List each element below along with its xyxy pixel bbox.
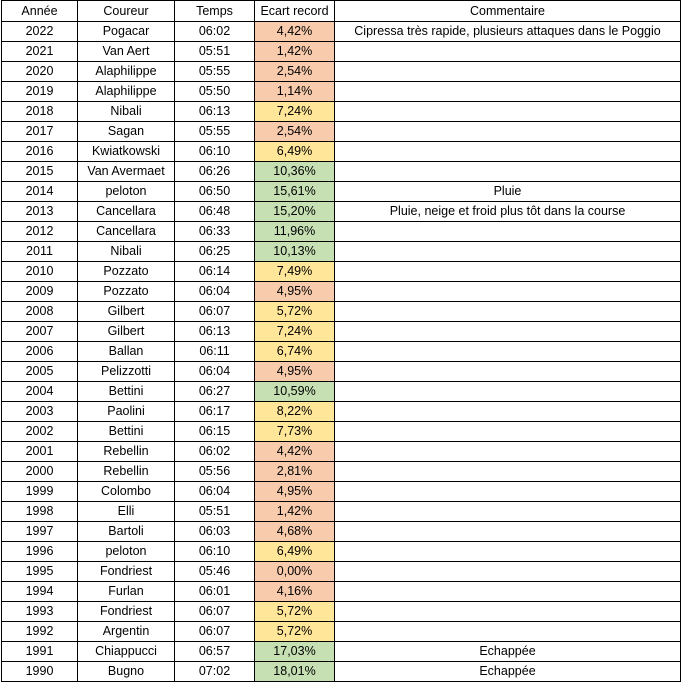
cell-gap: 7,49% [255,262,335,282]
cell-year: 2004 [2,382,78,402]
cell-year: 2006 [2,342,78,362]
cell-gap: 7,73% [255,422,335,442]
cell-rider: Van Avermaet [78,162,175,182]
cell-year: 2008 [2,302,78,322]
cell-rider: Argentin [78,622,175,642]
cell-rider: Bettini [78,422,175,442]
cell-time: 06:15 [175,422,255,442]
cell-year: 2016 [2,142,78,162]
cell-rider: Rebellin [78,442,175,462]
cell-comment [335,42,681,62]
cell-rider: Bugno [78,662,175,682]
cell-comment [335,222,681,242]
cell-rider: Cancellara [78,222,175,242]
table-row [2,542,681,562]
cell-comment [335,502,681,522]
table-row [2,22,681,42]
table-row [2,402,681,422]
cell-gap: 5,72% [255,622,335,642]
cell-gap: 11,96% [255,222,335,242]
cell-comment [335,482,681,502]
cell-time: 06:27 [175,382,255,402]
header-comment: Commentaire [335,1,681,22]
table-row [2,562,681,582]
cell-comment [335,282,681,302]
cell-rider: Sagan [78,122,175,142]
cell-rider: Rebellin [78,462,175,482]
cell-year: 1992 [2,622,78,642]
cell-rider: Kwiatkowski [78,142,175,162]
cell-comment [335,382,681,402]
table-row [2,142,681,162]
cell-gap: 0,00% [255,562,335,582]
cell-comment [335,62,681,82]
table-row [2,202,681,222]
cell-gap: 8,22% [255,402,335,422]
cell-gap: 7,24% [255,322,335,342]
cell-comment: Echappée [335,662,681,682]
cell-comment [335,262,681,282]
cell-gap: 10,13% [255,242,335,262]
cell-comment: Pluie, neige et froid plus tôt dans la course [335,202,681,222]
cell-time: 06:17 [175,402,255,422]
table-body [2,22,681,682]
cell-year: 2005 [2,362,78,382]
header-time: Temps [175,1,255,22]
results-table [1,0,681,682]
cell-gap: 4,95% [255,362,335,382]
table-row [2,322,681,342]
table-row [2,522,681,542]
header-year: Année [2,1,78,22]
cell-year: 1995 [2,562,78,582]
cell-rider: Alaphilippe [78,62,175,82]
cell-time: 07:02 [175,662,255,682]
table-row [2,462,681,482]
cell-time: 06:07 [175,622,255,642]
cell-comment: Echappée [335,642,681,662]
cell-time: 06:07 [175,302,255,322]
cell-time: 06:57 [175,642,255,662]
cell-gap: 4,16% [255,582,335,602]
table-row [2,342,681,362]
table-row [2,582,681,602]
cell-comment [335,142,681,162]
table-row [2,62,681,82]
cell-comment [335,342,681,362]
cell-year: 2007 [2,322,78,342]
cell-year: 1990 [2,662,78,682]
cell-rider: Nibali [78,102,175,122]
table-row [2,222,681,242]
cell-time: 06:11 [175,342,255,362]
cell-gap: 1,42% [255,42,335,62]
cell-rider: Pozzato [78,282,175,302]
cell-comment [335,302,681,322]
cell-rider: Alaphilippe [78,82,175,102]
cell-time: 06:48 [175,202,255,222]
cell-comment [335,542,681,562]
cell-comment [335,362,681,382]
cell-time: 06:04 [175,362,255,382]
cell-year: 2014 [2,182,78,202]
table-row [2,662,681,682]
cell-rider: Chiappucci [78,642,175,662]
cell-year: 2000 [2,462,78,482]
cell-year: 2018 [2,102,78,122]
cell-year: 2009 [2,282,78,302]
table-row [2,82,681,102]
cell-comment [335,162,681,182]
cell-rider: Pelizzotti [78,362,175,382]
cell-rider: Paolini [78,402,175,422]
cell-year: 2012 [2,222,78,242]
cell-rider: peloton [78,182,175,202]
header-row [2,1,681,22]
cell-gap: 4,42% [255,442,335,462]
cell-gap: 4,42% [255,22,335,42]
cell-gap: 4,95% [255,282,335,302]
cell-rider: Colombo [78,482,175,502]
cell-time: 06:13 [175,102,255,122]
cell-gap: 18,01% [255,662,335,682]
cell-time: 06:02 [175,22,255,42]
cell-comment [335,322,681,342]
cell-time: 06:13 [175,322,255,342]
cell-rider: Bartoli [78,522,175,542]
cell-gap: 17,03% [255,642,335,662]
table-row [2,622,681,642]
cell-time: 06:33 [175,222,255,242]
cell-gap: 5,72% [255,602,335,622]
cell-time: 06:14 [175,262,255,282]
header-gap: Ecart record [255,1,335,22]
cell-time: 05:46 [175,562,255,582]
table-row [2,182,681,202]
cell-gap: 6,49% [255,542,335,562]
table-row [2,102,681,122]
cell-comment [335,582,681,602]
table-row [2,242,681,262]
cell-year: 2010 [2,262,78,282]
cell-year: 1991 [2,642,78,662]
cell-year: 2002 [2,422,78,442]
table-row [2,642,681,662]
cell-time: 06:04 [175,282,255,302]
cell-time: 06:26 [175,162,255,182]
cell-gap: 4,68% [255,522,335,542]
cell-time: 05:55 [175,122,255,142]
cell-rider: Van Aert [78,42,175,62]
cell-gap: 1,14% [255,82,335,102]
header-rider: Coureur [78,1,175,22]
cell-year: 2019 [2,82,78,102]
cell-comment [335,242,681,262]
cell-comment [335,602,681,622]
cell-comment [335,82,681,102]
table-row [2,262,681,282]
cell-comment [335,402,681,422]
cell-comment [335,622,681,642]
cell-time: 06:25 [175,242,255,262]
cell-comment [335,522,681,542]
cell-time: 06:02 [175,442,255,462]
cell-rider: peloton [78,542,175,562]
cell-time: 06:50 [175,182,255,202]
cell-rider: Fondriest [78,562,175,582]
table-row [2,362,681,382]
cell-year: 1998 [2,502,78,522]
cell-year: 2015 [2,162,78,182]
table-row [2,422,681,442]
cell-year: 2003 [2,402,78,422]
cell-comment: Pluie [335,182,681,202]
cell-time: 06:03 [175,522,255,542]
cell-time: 06:01 [175,582,255,602]
cell-gap: 15,20% [255,202,335,222]
cell-year: 2022 [2,22,78,42]
cell-comment [335,102,681,122]
cell-year: 1997 [2,522,78,542]
cell-time: 06:07 [175,602,255,622]
cell-gap: 1,42% [255,502,335,522]
cell-comment [335,122,681,142]
cell-year: 2020 [2,62,78,82]
cell-year: 1996 [2,542,78,562]
cell-gap: 2,54% [255,62,335,82]
cell-comment [335,442,681,462]
cell-comment [335,462,681,482]
cell-gap: 2,54% [255,122,335,142]
cell-comment: Cipressa très rapide, plusieurs attaques dans le Poggio [335,22,681,42]
cell-gap: 6,74% [255,342,335,362]
cell-gap: 4,95% [255,482,335,502]
cell-gap: 10,59% [255,382,335,402]
cell-time: 05:56 [175,462,255,482]
cell-gap: 10,36% [255,162,335,182]
cell-gap: 5,72% [255,302,335,322]
cell-year: 2021 [2,42,78,62]
cell-comment [335,422,681,442]
cell-year: 2011 [2,242,78,262]
cell-gap: 7,24% [255,102,335,122]
cell-year: 1999 [2,482,78,502]
cell-rider: Ballan [78,342,175,362]
table-row [2,42,681,62]
cell-year: 2001 [2,442,78,462]
cell-rider: Gilbert [78,302,175,322]
cell-year: 2017 [2,122,78,142]
cell-time: 06:04 [175,482,255,502]
cell-rider: Bettini [78,382,175,402]
cell-time: 05:50 [175,82,255,102]
table-row [2,502,681,522]
cell-comment [335,562,681,582]
cell-time: 06:10 [175,142,255,162]
table-row [2,302,681,322]
cell-year: 1993 [2,602,78,622]
cell-time: 05:51 [175,42,255,62]
cell-rider: Pogacar [78,22,175,42]
cell-rider: Furlan [78,582,175,602]
cell-time: 06:10 [175,542,255,562]
cell-rider: Nibali [78,242,175,262]
cell-gap: 6,49% [255,142,335,162]
cell-gap: 15,61% [255,182,335,202]
cell-gap: 2,81% [255,462,335,482]
cell-time: 05:51 [175,502,255,522]
cell-year: 1994 [2,582,78,602]
cell-rider: Cancellara [78,202,175,222]
cell-rider: Pozzato [78,262,175,282]
table-row [2,482,681,502]
table-row [2,442,681,462]
cell-time: 05:55 [175,62,255,82]
table-row [2,602,681,622]
cell-year: 2013 [2,202,78,222]
table-row [2,282,681,302]
cell-rider: Fondriest [78,602,175,622]
cell-rider: Elli [78,502,175,522]
table-row [2,122,681,142]
table-row [2,162,681,182]
table-row [2,382,681,402]
cell-rider: Gilbert [78,322,175,342]
